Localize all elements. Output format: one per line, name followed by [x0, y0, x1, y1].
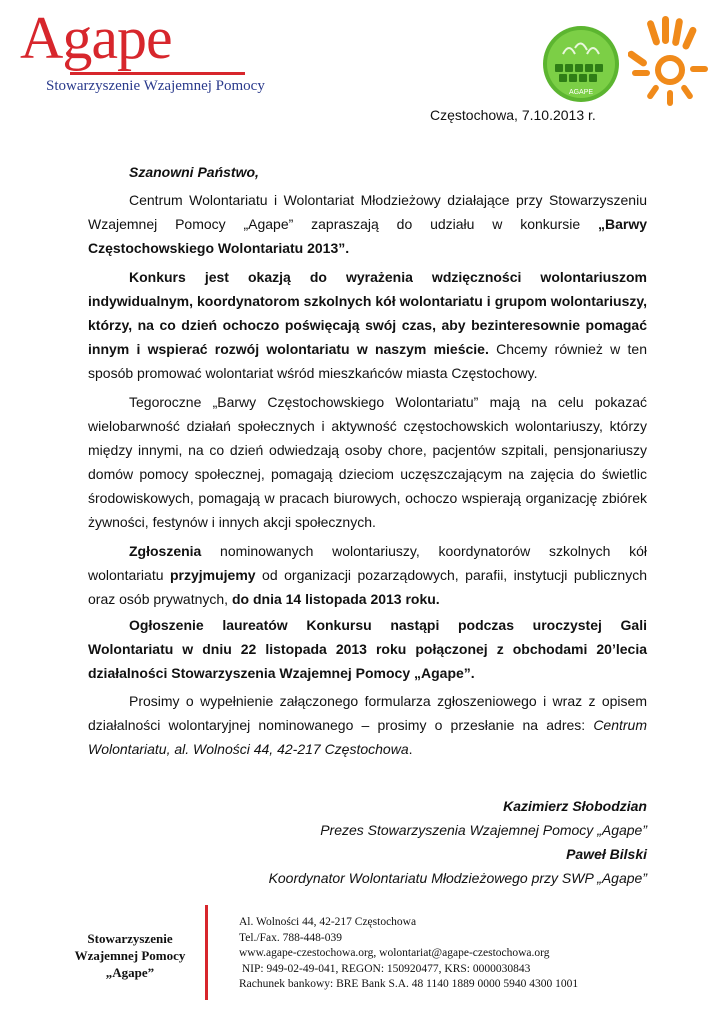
- agape-logo: [20, 5, 265, 94]
- footer-org-line: Wzajemnej Pomocy: [74, 948, 186, 963]
- signatory-name-1: Kazimierz Słobodzian: [503, 798, 647, 814]
- signatory-role-1: Prezes Stowarzyszenia Wzajemnej Pomocy „Agape”: [320, 822, 647, 838]
- signatory-name-2: Paweł Bilski: [566, 846, 647, 862]
- paragraph-text: Centrum Wolontariatu i Wolontariat Młodzieżowy działające przy Stowarzyszeniu Wzajemnej Pomocy „Agape” zapraszają do udziału w konkursie: [88, 192, 647, 232]
- paragraph-text: Prosimy o wypełnienie załączonego formularza zgłoszeniowego i wraz z opisem działalności wolontaryjnej nominowanego – prosimy o przesłanie na adres:: [88, 693, 647, 733]
- footer-address: Al. Wolności 44, 42-217 Częstochowa: [239, 916, 417, 928]
- paragraph-text: nominowanych wolontariuszy, koordynatorów szkolnych kół wolontariatu: [88, 543, 647, 583]
- logo-subtitle: Stowarzyszenie Wzajemnej Pomocy: [46, 78, 265, 94]
- paragraph-bold-text: Zgłoszenia: [129, 543, 202, 559]
- paragraph-submissions: [88, 539, 647, 611]
- paragraph-end: .: [408, 741, 413, 757]
- badge-label: AGAPE: [568, 89, 594, 96]
- footer-org-line: Stowarzyszenie: [87, 931, 173, 946]
- logo-wordmark: Agape: [20, 5, 172, 71]
- signatory-role-2: Koordynator Wolontariatu Młodzieżowego przy SWP „Agape”: [268, 870, 647, 886]
- paragraph-bold-text: przyjmujemy: [169, 567, 256, 583]
- footer-ids: NIP: 949-02-49-041, REGON: 150920477, KRS: 0000030843: [239, 962, 531, 975]
- paragraph-description: [88, 390, 647, 534]
- logo-underline: [70, 72, 245, 75]
- green-badge-icon: [541, 24, 621, 104]
- paragraph-text: Tegoroczne „Barwy Częstochowskiego Wolontariatu” mają na celu pokazać wielobarwność działań społecznych i aktywność częstochowskich wolontariuszy, którzy między innymi, na co dzień odwiedzają osoby chore, pacjentów szpitali, pensjonariuszy domów pomocy społecznej, pomagają dzieciom uczęszczającym na zajęcia do świetlic środowiskowych, pomagają w pracach biurowych, ochoczo wspierają organizację zbiórek żywności, festynów i innych akcji społecznych.: [88, 394, 647, 530]
- footer-phone: Tel./Fax. 788-448-039: [239, 931, 343, 944]
- paragraph-bold-text: Ogłoszenie laureatów Konkursu nastąpi podczas uroczystej Gali Wolontariatu w dniu 22 listopada 2013 roku połączonej z obchodami 20’lecia działalności Stowarzyszenia Wzajemnej Pomocy „Agape”.: [88, 617, 647, 681]
- contest-title: „Barwy Częstochowskiego Wolontariatu 2013”.: [88, 216, 647, 256]
- paragraph-request: [88, 689, 647, 761]
- paragraph-invitation: [88, 188, 647, 260]
- mailing-address: Centrum Wolontariatu, al. Wolności 44, 42-217 Częstochowa: [88, 717, 647, 757]
- paragraph-announcement: [88, 613, 647, 685]
- letter-date: Częstochowa, 7.10.2013 r.: [430, 107, 596, 123]
- paragraph-text: od organizacji pozarządowych, parafii, instytucji publicznych oraz osób prywatnych,: [88, 567, 647, 607]
- paragraph-text: Chcemy również w ten sposób promować wolontariat wśród mieszkańców miasta Częstochowy.: [88, 341, 647, 381]
- salutation: Szanowni Państwo,: [129, 164, 259, 180]
- hand-sun-icon: [628, 14, 714, 110]
- footer-bank: Rachunek bankowy: BRE Bank S.A. 48 1140 1889 0000 5940 4300 1001: [239, 978, 579, 990]
- footer-divider: [205, 905, 208, 1000]
- submission-deadline: do dnia 14 listopada 2013 roku.: [231, 591, 440, 607]
- paragraph-bold-text: Konkurs jest okazją do wyrażenia wdzięczności wolontariuszom indywidualnym, koordynatorom szkolnych kół wolontariatu i grupom wolontariuszy, którzy, na co dzień ochoczo poświęcają swój czas, aby bezinteresownie pomagać innym i wspierać rozwój wolontariatu w naszym mieście.: [88, 269, 647, 357]
- footer-web: www.agape-czestochowa.org, wolontariat@agape-czestochowa.org: [239, 947, 550, 959]
- footer-organization: [60, 930, 200, 981]
- footer-contact: [239, 915, 578, 993]
- paragraph-purpose: [88, 265, 647, 385]
- footer-org-line: „Agape”: [105, 965, 155, 980]
